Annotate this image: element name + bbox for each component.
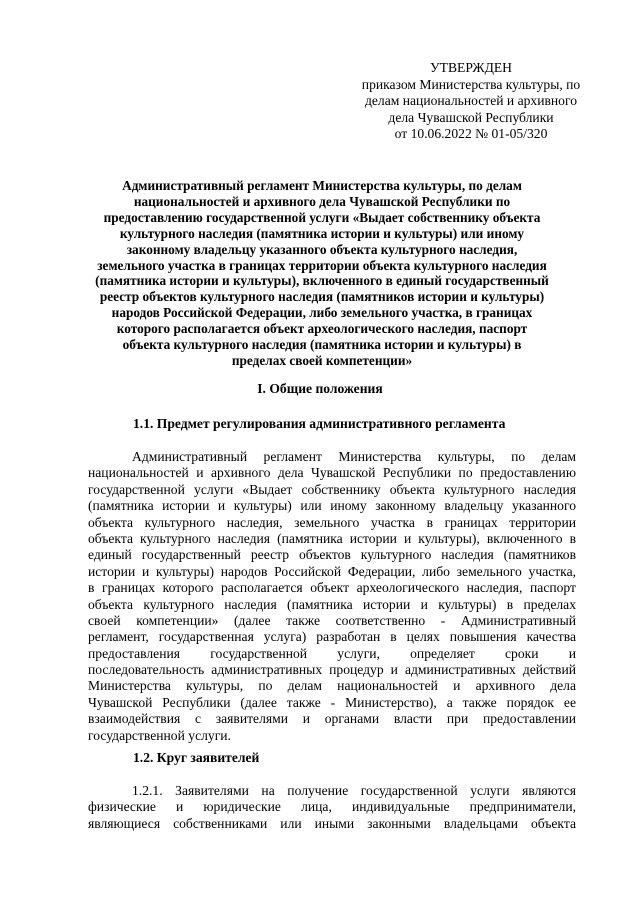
subsection-heading: 1.2. Круг заявителей xyxy=(133,750,260,765)
paragraph-line: Административный регламент Министерства культуры, по делам xyxy=(132,449,576,464)
paragraph-line: национальностей и архивного дела Чувашской Республики по предоставлению xyxy=(88,465,576,481)
paragraph-line: истории и культуры) народов Российской Федерации, либо земельного участка, xyxy=(88,563,576,579)
approval-line: от 10.06.2022 № 01-05/320 xyxy=(394,126,548,142)
paragraph-line: физические и юридические лица, индивидуальные предприниматели, xyxy=(88,799,576,815)
paragraph-line: государственной услуги «Выдает собственнику объекта культурного наследия xyxy=(88,481,576,497)
paragraph-line: объекта культурного наследия, земельного участка в границах территории xyxy=(88,514,576,530)
title-line: законному владельцу указанного объекта культурного наследия, xyxy=(126,241,518,257)
title-line: земельного участка в границах территории объекта культурного наследия xyxy=(97,257,547,273)
paragraph-line: (памятника истории и культуры) или иному законному владельцу указанного xyxy=(88,498,576,514)
approval-line: приказом Министерства культуры, по xyxy=(361,76,581,92)
paragraph-line: объекта культурного наследия (памятника истории и культуры), включенного в xyxy=(88,530,576,546)
approval-line: делам национальностей и архивного xyxy=(364,93,578,109)
paragraph-line: объекта культурного наследия (памятника истории и культуры) в пределах xyxy=(88,596,576,612)
document-title xyxy=(70,178,574,369)
paragraph-line: единый государственный реестр объектов культурного наследия (памятников xyxy=(88,547,576,563)
subsection-heading: 1.1. Предмет регулирования административного регламента xyxy=(133,416,506,431)
title-line: (памятника истории и культуры), включенного в единый государственный xyxy=(95,273,549,289)
title-line: народов Российской Федерации, либо земельного участка, в границах xyxy=(111,305,533,321)
paragraph-line: Чувашской Республики (далее также - Министерство), а также порядок ее xyxy=(88,694,576,710)
title-line: Административный регламент Министерства культуры, по делам xyxy=(122,178,522,193)
paragraph-line: государственной услуги. xyxy=(88,727,231,743)
title-line: объекта культурного наследия (памятника истории и культуры) в xyxy=(122,337,522,353)
body-paragraph xyxy=(88,449,576,744)
title-line: национальностей и архивного дела Чувашской Республики по xyxy=(133,193,511,209)
body-paragraph xyxy=(88,783,576,832)
approval-line: УТВЕРЖДЕН xyxy=(430,60,512,75)
title-line: пределах своей компетенции» xyxy=(231,352,413,368)
title-line: которого располагается объект археологического наследия, паспорт xyxy=(116,321,528,337)
approval-line: дела Чувашской Республики xyxy=(388,109,554,125)
approval-stamp xyxy=(340,60,602,143)
paragraph-line: 1.2.1. Заявителями на получение государственной услуги являются xyxy=(132,783,576,798)
paragraph-line: регламент, государственная услуга) разработан в целях повышения качества xyxy=(88,629,576,645)
paragraph-line: предоставления государственной услуги, определяет сроки и xyxy=(88,645,576,661)
title-line: предоставлению государственной услуги «Выдает собственнику объекта xyxy=(103,209,541,225)
paragraph-line: взаимодействия с заявителями и органами власти при предоставлении xyxy=(88,711,576,727)
paragraph-line: в границах которого располагается объект археологического наследия, паспорт xyxy=(88,580,576,596)
title-line: культурного наследия (памятника истории и культуры) или иному xyxy=(119,225,525,241)
paragraph-line: последовательность административных процедур и административных действий xyxy=(88,662,576,678)
paragraph-line: Министерства культуры, по делам национальностей и архивного дела xyxy=(88,678,576,694)
section-heading: I. Общие положения xyxy=(257,381,383,396)
title-line: реестр объектов культурного наследия (памятников истории и культуры) xyxy=(99,289,545,305)
paragraph-line: своей компетенции» (далее также соответственно - Административный xyxy=(88,612,576,628)
paragraph-line: являющиеся собственниками или иными законными владельцами объекта xyxy=(88,815,576,831)
